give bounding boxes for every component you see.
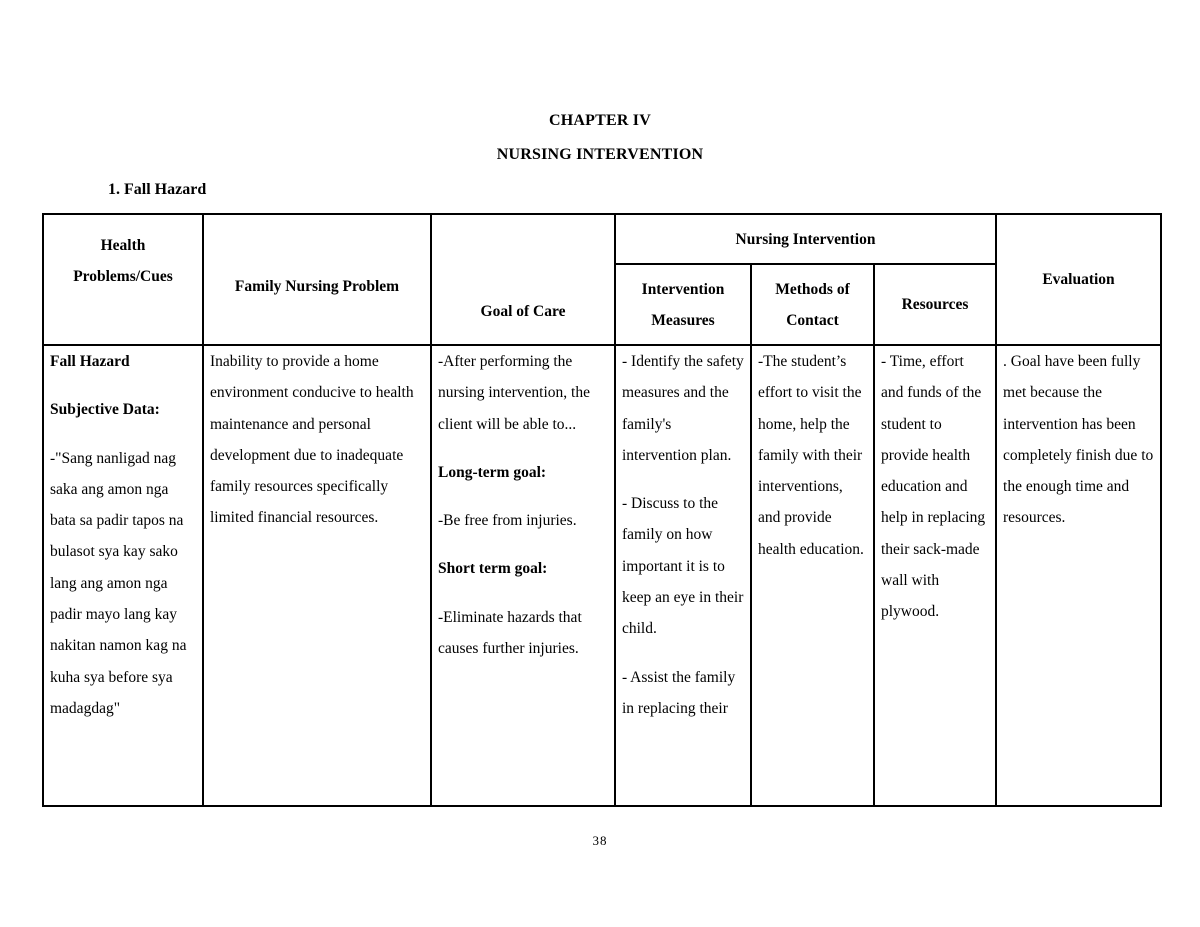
cell-resources (874, 345, 996, 806)
cell-goal-of-care (431, 345, 615, 806)
evaluation-text: . Goal have been fully met because the intervention has been completely finish due to the enough time and resources. (1003, 353, 1154, 527)
subjective-data-text: -"Sang nanligad nag saka ang amon nga bata sa padir tapos na bulasot sya kay sako lang ang amon nga padir mayo lang kay nakitan namon kag na kuha sya before sya madagdag" (50, 449, 187, 717)
problem-heading: Fall Hazard (50, 353, 130, 370)
long-term-goal-label: Long-term goal: (438, 463, 547, 481)
header-family-nursing-problem (203, 214, 431, 345)
header-resources (874, 264, 996, 345)
intervention-measure-item: - Assist the family in replacing their (622, 668, 736, 717)
intervention-measure-item: - Identify the safety measures and the family's intervention plan. (622, 353, 744, 464)
header-nursing-intervention (615, 214, 996, 264)
header-health-problems (43, 214, 203, 345)
nursing-care-plan-table (42, 213, 1162, 807)
header-nursing-intervention-label: Nursing Intervention (735, 230, 876, 248)
resources-text: - Time, effort and funds of the student to provide health education and help in replacing their sack-made wall with plywood. (881, 353, 986, 621)
short-term-goal-label: Short term goal: (438, 560, 548, 578)
header-intervention-measures-label: Intervention Measures (641, 280, 725, 329)
header-health-problems-label: Health Problems/Cues (73, 237, 173, 285)
header-methods-of-contact-label: Methods of Contact (775, 280, 850, 329)
long-term-goal-text: -Be free from injuries. (438, 512, 577, 530)
intervention-measure-item: - Discuss to the family on how important it is to keep an eye in their child. (622, 495, 744, 638)
goal-intro: -After performing the nursing intervention, the client will be able to... (438, 353, 590, 433)
section-heading: 1. Fall Hazard (108, 181, 207, 198)
chapter-heading: CHAPTER IV (548, 112, 651, 129)
header-resources-label: Resources (901, 296, 969, 313)
header-evaluation-label: Evaluation (1042, 271, 1115, 288)
header-family-nursing-problem-label: Family Nursing Problem (234, 278, 400, 295)
header-methods-of-contact (751, 264, 874, 345)
cell-intervention-measures (615, 345, 751, 806)
cell-methods-of-contact (751, 345, 874, 806)
short-term-goal-text: -Eliminate hazards that causes further injuries. (438, 608, 582, 658)
header-intervention-measures (615, 264, 751, 345)
page-title: NURSING INTERVENTION (496, 146, 704, 163)
subjective-data-label: Subjective Data: (50, 401, 160, 419)
table-row (43, 345, 1161, 806)
header-evaluation (996, 214, 1161, 345)
family-nursing-problem-text: Inability to provide a home environment conducive to health maintenance and personal development due to inadequate family resources specifically limited financial resources. (210, 353, 414, 527)
cell-evaluation (996, 345, 1161, 806)
cell-health-problems (43, 345, 203, 806)
cell-family-nursing-problem (203, 345, 431, 806)
methods-of-contact-text: -The student’s effort to visit the home, help the family with their interventions, and provide health education. (758, 353, 864, 558)
header-goal-of-care-label: Goal of Care (480, 303, 566, 320)
header-goal-of-care (431, 214, 615, 345)
page-number: 38 (592, 833, 608, 848)
